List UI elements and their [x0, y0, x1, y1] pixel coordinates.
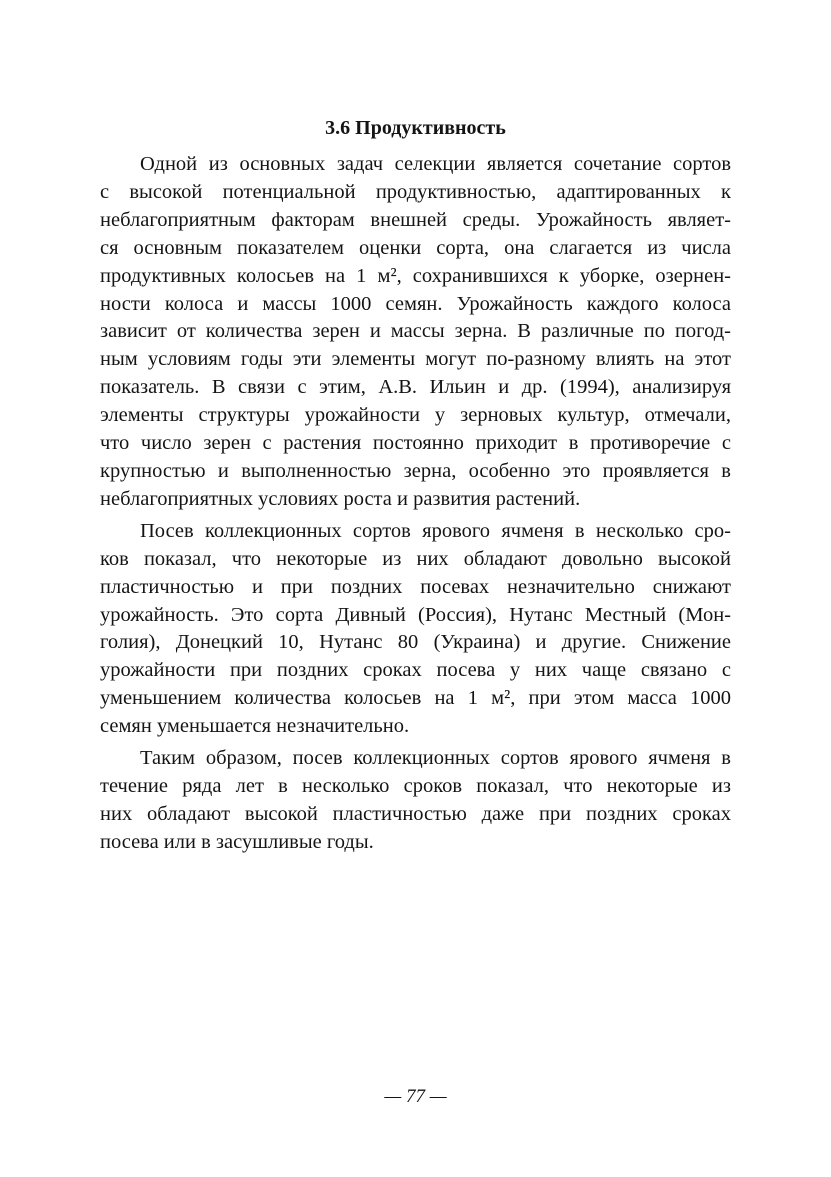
- text-line: с высокой потенциальной продуктивностью, адаптированных к: [100, 180, 731, 203]
- text-line: урожайность. Это сорта Дивный (Россия), Нутанс Местный (Мон-: [100, 603, 731, 626]
- text-line: продуктивных колосьев на 1 м², сохранившихся к уборке, озернен-: [100, 264, 731, 287]
- text-line: крупностью и выполненностью зерна, особенно это проявляется в: [100, 459, 731, 482]
- text-line: неблагоприятных условиях роста и развития растений.: [100, 487, 581, 510]
- text-line: Таким образом, посев коллекционных сортов ярового ячменя в: [140, 747, 731, 770]
- text-line: семян уменьшается незначительно.: [100, 715, 410, 738]
- text-line: урожайности при поздних сроках посева у них чаще связано с: [100, 659, 731, 682]
- text-line: пластичностью и при поздних посевах незначительно снижают: [100, 575, 731, 598]
- text-line: зависит от количества зерен и массы зерна. В различные по погод-: [100, 320, 731, 343]
- text-line: ным условиям годы эти элементы могут по-разному влиять на этот: [100, 348, 731, 371]
- paragraph-3: [100, 745, 731, 857]
- text-line: ков показал, что некоторые из них обладают довольно высокой: [100, 547, 731, 570]
- text-line: элементы структуры урожайности у зерновых культур, отмечали,: [100, 404, 731, 427]
- paragraph-1: [100, 151, 731, 514]
- text-line: голия), Донецкий 10, Нутанс 80 (Украина) и другие. Снижение: [100, 631, 731, 654]
- text-line: ности колоса и массы 1000 семян. Урожайность каждого колоса: [100, 292, 731, 315]
- body-text: [100, 151, 731, 861]
- text-line: неблагоприятным факторам внешней среды. Урожайность являет-: [100, 208, 731, 231]
- text-line: Одной из основных задач селекции является сочетание сортов: [140, 153, 731, 175]
- text-line: них обладают высокой пластичностью даже при поздних сроках: [100, 802, 731, 825]
- section-heading: 3.6 Продуктивность: [325, 117, 506, 139]
- text-line: Посев коллекционных сортов ярового ячменя в несколько сро-: [140, 519, 731, 542]
- page-number: — 77 —: [384, 1086, 447, 1107]
- text-line: показатель. В связи с этим, А.В. Ильин и др. (1994), анализируя: [100, 376, 731, 399]
- text-line: ся основным показателем оценки сорта, она слагается из числа: [100, 236, 731, 259]
- text-line: течение ряда лет в несколько сроков показал, что некоторые из: [100, 774, 731, 797]
- text-line: уменьшением количества колосьев на 1 м², при этом масса 1000: [100, 687, 731, 710]
- text-line: посева или в засушливые годы.: [100, 830, 374, 853]
- text-line: что число зерен с растения постоянно приходит в противоречие с: [100, 432, 731, 455]
- paragraph-2: [100, 518, 731, 741]
